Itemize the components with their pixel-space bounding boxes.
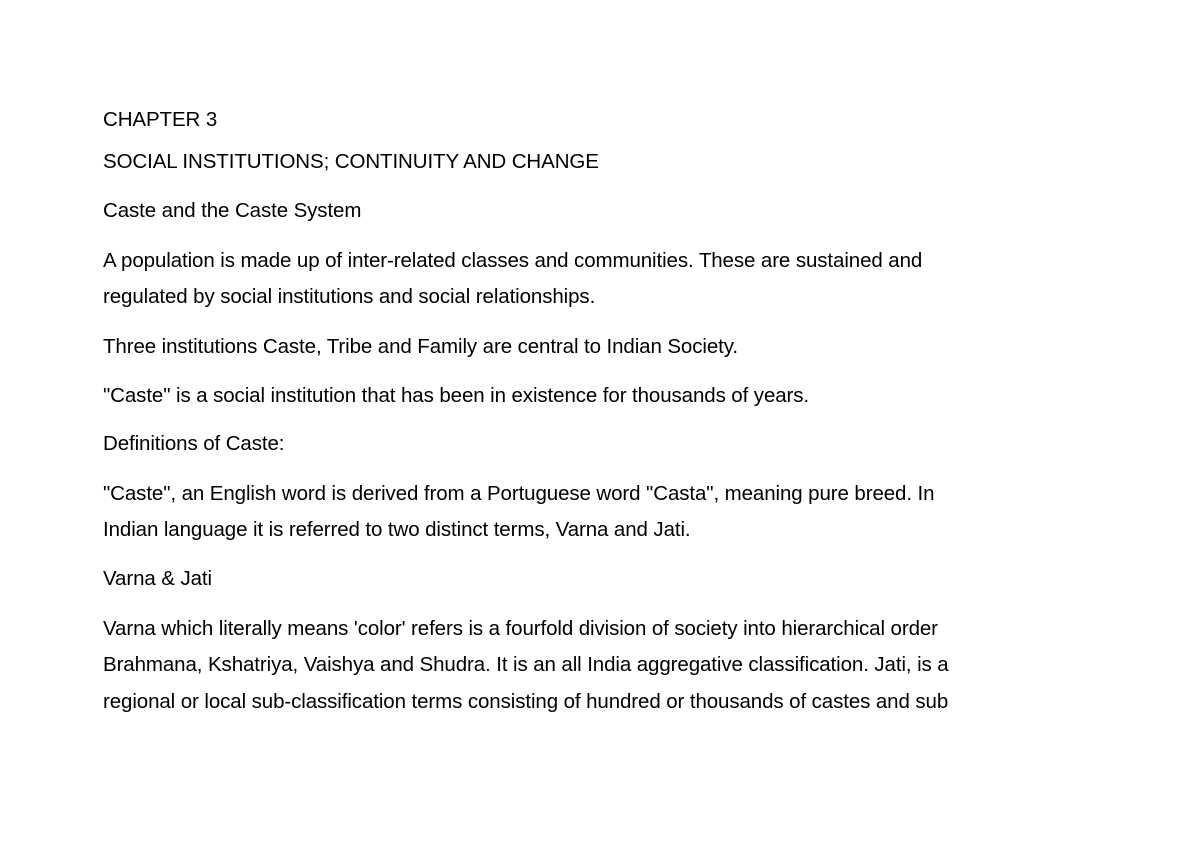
chapter-title: SOCIAL INSTITUTIONS; CONTINUITY AND CHANGE <box>103 150 599 173</box>
paragraph-4-line-2: Indian language it is referred to two distinct terms, Varna and Jati. <box>103 518 691 541</box>
paragraph-1-line-2: regulated by social institutions and social relationships. <box>103 285 596 308</box>
paragraph-4-line-1: "Caste", an English word is derived from a Portuguese word "Casta", meaning pure breed. In <box>103 482 935 505</box>
definitions-heading: Definitions of Caste: <box>103 432 285 455</box>
paragraph-5-line-3: regional or local sub-classification terms consisting of hundred or thousands of castes and sub <box>103 690 949 713</box>
paragraph-3: "Caste" is a social institution that has been in existence for thousands of years. <box>103 384 810 407</box>
chapter-label: CHAPTER 3 <box>103 108 218 131</box>
paragraph-1-line-1: A population is made up of inter-related classes and communities. These are sustained and <box>103 249 923 272</box>
section-heading: Caste and the Caste System <box>103 199 362 222</box>
paragraph-5-line-2: Brahmana, Kshatriya, Vaishya and Shudra. It is an all India aggregative classification. Jati, is a <box>103 653 949 676</box>
paragraph-5-line-1: Varna which literally means 'color' refers is a fourfold division of society into hierarchical order <box>103 617 938 640</box>
varna-jati-heading: Varna & Jati <box>103 567 212 590</box>
paragraph-2: Three institutions Caste, Tribe and Family are central to Indian Society. <box>103 335 738 358</box>
